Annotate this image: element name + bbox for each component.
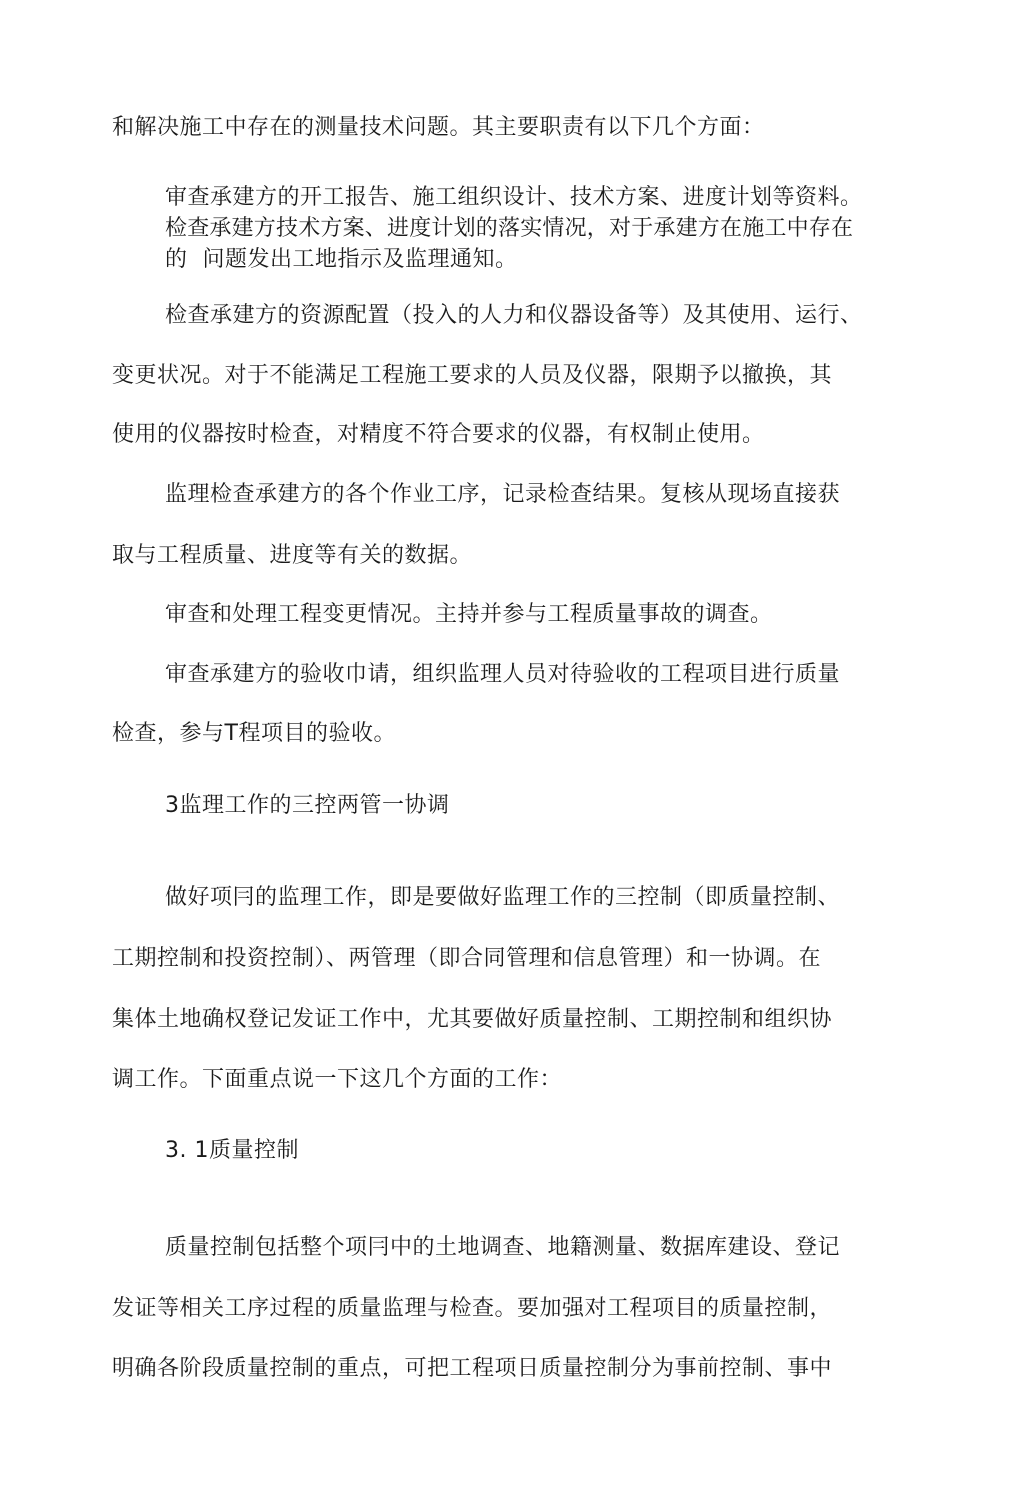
text-line-1: 和解决施工中存在的测量技术问题。其主要职责有以下几个方面：	[112, 115, 765, 140]
text-line-5: 检查承建方的资源配置（投入的人力和仪器设备等）及其使用、运行、	[165, 303, 863, 328]
text-line-4: 的 问题发出工地指示及监理通知。	[165, 247, 518, 272]
text-line-3: 检查承建方技术方案、进度计划的落实情况，对于承建方在施工中存在	[165, 216, 854, 241]
text-line-11: 审查承建方的验收巾请，组织监理人员对待验收的工程项目进行质量	[165, 662, 841, 687]
text-line-19: 明确各阶段质量控制的重点，可把工程项日质量控制分为事前控制、事中	[112, 1356, 833, 1381]
text-line-15: 集体土地确权登记发证工作中，尤其要做好质量控制、工期控制和组织协	[112, 1007, 833, 1032]
section-heading-3: 3监理工作的三控两管一协调	[165, 793, 450, 818]
text-line-9: 取与工程质量、进度等有关的数据。	[112, 543, 473, 568]
text-line-16: 调工作。下面重点说一下这几个方面的工作：	[112, 1067, 563, 1092]
text-line-14: 工期控制和投资控制）、两管理（即合同管理和信息管理）和一协调。在	[112, 946, 822, 971]
text-line-8: 监理检查承建方的各个作业工序，记录检查结果。复核从现场直接获	[165, 482, 841, 507]
text-line-18: 发证等相关工序过程的质量监理与检查。要加强对工程项目的质量控制，	[112, 1296, 833, 1321]
text-line-10: 审查和处理工程变更情况。主持并参与工程质量事故的调查。	[165, 602, 773, 627]
text-line-13: 做好项冃的监理工作，即是要做好监理工作的三控制（即质量控制、	[165, 885, 841, 910]
section-heading-3-1: 3. 1质量控制	[165, 1138, 299, 1163]
text-line-2: 审查承建方的开工报告、施工组织设计、技术方案、进度计划等资料。	[165, 185, 863, 210]
text-line-17: 质量控制包括整个项冃中的土地调查、地籍测量、数据库建设、登记	[165, 1235, 841, 1260]
text-line-6: 变更状况。对于不能满足工程施工要求的人员及仪器，限期予以撤换，其	[112, 363, 833, 388]
text-line-12: 检查，参与T程项目的验收。	[112, 721, 396, 746]
text-line-7: 使用的仪器按时检查，对精度不符合要求的仪器，有权制止使用。	[112, 422, 765, 447]
